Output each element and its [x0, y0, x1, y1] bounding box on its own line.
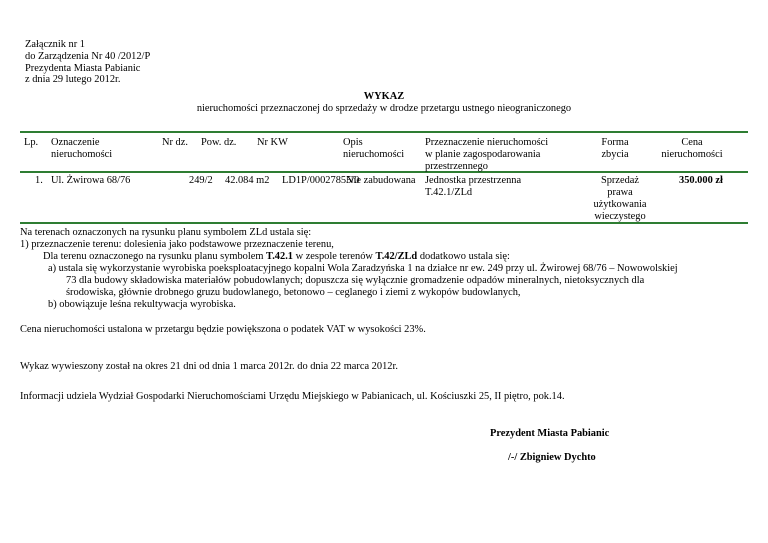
col-header-cena-l2: nieruchomości — [661, 149, 723, 160]
body-item-1-sub-d: T.42/ZLd — [375, 251, 418, 262]
row-forma-l4: wieczystego — [594, 211, 646, 222]
row-lp: 1. — [35, 175, 43, 186]
header-line-1: Załącznik nr 1 — [25, 39, 86, 50]
col-header-przeznaczenie — [425, 137, 548, 173]
body-item-1-sub-c: w zespole terenów — [293, 251, 376, 262]
row-oznaczenie: Ul. Żwirowa 68/76 — [51, 175, 131, 186]
col-header-oznaczenie-l1: Oznaczenie — [51, 137, 100, 148]
col-header-lp: Lp. — [24, 137, 39, 148]
header-block — [25, 39, 150, 86]
row-forma — [580, 175, 660, 223]
col-header-nr-dz: Nr dz. — [162, 137, 188, 148]
col-header-przezn-l3: przestrzennego — [425, 161, 488, 172]
row-nr-dz: 249/2 — [189, 175, 213, 186]
row-nr-kw: LD1P/00027855/0 — [282, 175, 360, 186]
col-header-cena — [652, 137, 732, 161]
body-vat: Cena nieruchomości ustalona w przetargu będzie powiększona o podatek VAT w wysokości 23%. — [20, 324, 426, 335]
body-intro: Na terenach oznaczonych na rysunku planu symbolem ZLd ustala się: — [20, 227, 312, 238]
row-forma-l2: prawa — [607, 187, 633, 198]
col-header-przezn-l1: Przeznaczenie nieruchomości — [425, 137, 549, 148]
row-przezn-l2: T.42.1/ZLd — [425, 187, 473, 198]
body-item-1: 1) przeznaczenie terenu: dolesienia jako podstawowe przeznaczenie terenu, — [20, 239, 334, 250]
col-header-nr-kw: Nr KW — [257, 137, 288, 148]
body-point-a-line-1: a) ustala się wykorzystanie wyrobiska poeksploatacyjnego kopalni Wola Zaradzyńska 1 na działce nr ew. 249 przy ul. Żwirowej 68/76 – Nowowolskiej — [48, 263, 678, 274]
row-przezn-l1: Jednostka przestrzenna — [425, 175, 522, 186]
body-item-1-sub — [43, 251, 510, 263]
table-header-rule — [20, 171, 748, 173]
body-point-b: b) obowiązuje leśna rekultywacja wyrobiska. — [48, 299, 236, 310]
header-line-2: do Zarządzenia Nr 40 /2012/P — [25, 50, 151, 62]
row-cena: 350.000 zł — [679, 175, 723, 186]
signature-name: /-/ Zbigniew Dychto — [508, 452, 596, 463]
body-item-1-sub-a: Dla terenu oznaczonego na rysunku planu symbolem — [43, 251, 267, 262]
body-point-a-line-3: środowiska, głównie drobnego gruzu budowlanego, betonowo – ceglanego i ziemi z wykopów budowlanych, — [66, 287, 521, 298]
row-forma-l3: użytkowania — [593, 199, 647, 210]
row-pow-dz: 42.084 m2 — [225, 175, 270, 186]
col-header-opis — [343, 137, 404, 161]
body-period: Wykaz wywieszony został na okres 21 dni od dnia 1 marca 2012r. do dnia 22 marca 2012r. — [20, 361, 398, 372]
row-forma-l1: Sprzedaż — [600, 175, 640, 186]
row-opis: Nie zabudowana — [346, 175, 416, 186]
header-line-4: z dnia 29 lutego 2012r. — [25, 74, 121, 86]
col-header-oznaczenie — [51, 137, 112, 161]
document-title: WYKAZ — [363, 91, 405, 102]
signature-title: Prezydent Miasta Pabianic — [490, 428, 610, 439]
col-header-pow-dz: Pow. dz. — [201, 137, 237, 148]
body-info: Informacji udziela Wydział Gospodarki Nieruchomościami Urzędu Miejskiego w Pabianicach, ul. Kościuszki 25, II piętro, pok.14. — [20, 391, 565, 402]
document-subtitle: nieruchomości przeznaczonej do sprzedaży w drodze przetargu ustnego nieograniczonego — [196, 103, 572, 114]
row-przeznaczenie — [425, 175, 521, 199]
header-line-3: Prezydenta Miasta Pabianic — [25, 62, 141, 74]
col-header-cena-l1: Cena — [681, 137, 703, 148]
col-header-forma — [580, 137, 650, 161]
col-header-przezn-l2: w planie zagospodarowania — [425, 149, 541, 160]
col-header-opis-l2: nieruchomości — [343, 149, 405, 160]
body-point-a-line-2: 73 dla budowy składowiska materiałów pobudowlanych; dopuszcza się wyłącznie gromadzenie odpadów mineralnych, nietoksycznych dla — [66, 275, 645, 286]
col-header-opis-l1: Opis — [343, 137, 363, 148]
col-header-oznaczenie-l2: nieruchomości — [51, 149, 113, 160]
col-header-forma-l1: Forma — [601, 137, 629, 148]
body-item-1-sub-b: T.42.1 — [266, 251, 293, 262]
col-header-forma-l2: zbycia — [601, 149, 629, 160]
body-item-1-sub-e: dodatkowo ustala się: — [417, 251, 510, 262]
table-top-rule — [20, 131, 748, 133]
